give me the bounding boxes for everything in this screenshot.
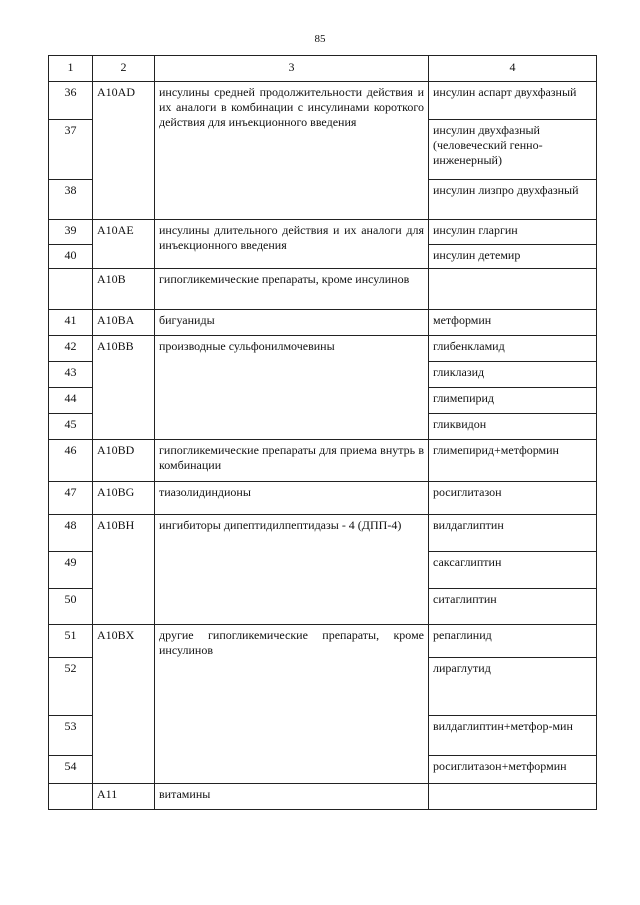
table-row: [49, 336, 597, 362]
atc-code: A10BH: [93, 515, 155, 625]
drug-name: вилдаглиптин: [429, 515, 597, 552]
drug-table: [48, 55, 597, 810]
drug-name: инсулин аспарт двухфазный: [429, 82, 597, 120]
drug-name: инсулин двухфазный (человеческий генно-инженерный): [429, 120, 597, 180]
row-number: 38: [49, 180, 93, 220]
drug-name: метформин: [429, 310, 597, 336]
header-col-2: 2: [93, 56, 155, 82]
atc-code: A10BX: [93, 625, 155, 784]
group-name: инсулины средней продолжительности действия и их аналоги в комбинации с инсулинами короткого действия для инъекционного введения: [155, 82, 429, 220]
drug-name: глибенкламид: [429, 336, 597, 362]
row-number: [49, 784, 93, 810]
group-name: производные сульфонилмочевины: [155, 336, 429, 440]
header-col-1: 1: [49, 56, 93, 82]
drug-name: вилдаглиптин+метфор-мин: [429, 716, 597, 756]
atc-code: A10BB: [93, 336, 155, 440]
row-number: 43: [49, 362, 93, 388]
group-name: гипогликемические препараты для приема внутрь в комбинации: [155, 440, 429, 482]
row-number: 36: [49, 82, 93, 120]
drug-name: [429, 269, 597, 310]
drug-name: росиглитазон+метформин: [429, 756, 597, 784]
header-col-4: 4: [429, 56, 597, 82]
table-row: [49, 220, 597, 245]
table-row: [49, 82, 597, 120]
row-number: 45: [49, 414, 93, 440]
table-row: [49, 515, 597, 552]
row-number: 41: [49, 310, 93, 336]
row-number: 48: [49, 515, 93, 552]
drug-name: ситаглиптин: [429, 589, 597, 625]
table-row: [49, 310, 597, 336]
table-row: [49, 440, 597, 482]
table-row: [49, 784, 597, 810]
row-number: [49, 269, 93, 310]
group-name: тиазолидиндионы: [155, 482, 429, 515]
group-name: инсулины длительного действия и их аналоги для инъекционного введения: [155, 220, 429, 269]
drug-name: гликлазид: [429, 362, 597, 388]
atc-code: A10AD: [93, 82, 155, 220]
row-number: 37: [49, 120, 93, 180]
drug-name: [429, 784, 597, 810]
header-col-3: 3: [155, 56, 429, 82]
row-number: 51: [49, 625, 93, 658]
drug-name: росиглитазон: [429, 482, 597, 515]
drug-name: гликвидон: [429, 414, 597, 440]
drug-name: инсулин детемир: [429, 245, 597, 269]
group-name: ингибиторы дипептидилпептидазы - 4 (ДПП-4): [155, 515, 429, 625]
table-row: [49, 625, 597, 658]
drug-name: лираглутид: [429, 658, 597, 716]
drug-name: глимепирид+метформин: [429, 440, 597, 482]
row-number: 53: [49, 716, 93, 756]
row-number: 44: [49, 388, 93, 414]
drug-name: репаглинид: [429, 625, 597, 658]
atc-code: A10AE: [93, 220, 155, 269]
row-number: 40: [49, 245, 93, 269]
group-name: витамины: [155, 784, 429, 810]
drug-name: саксаглиптин: [429, 552, 597, 589]
atc-code: A10BA: [93, 310, 155, 336]
atc-code: A10B: [93, 269, 155, 310]
drug-name: инсулин гларгин: [429, 220, 597, 245]
row-number: 39: [49, 220, 93, 245]
header-row: [49, 56, 597, 82]
group-name: бигуаниды: [155, 310, 429, 336]
drug-name: инсулин лизпро двухфазный: [429, 180, 597, 220]
row-number: 46: [49, 440, 93, 482]
row-number: 42: [49, 336, 93, 362]
row-number: 54: [49, 756, 93, 784]
group-name: другие гипогликемические препараты, кроме инсулинов: [155, 625, 429, 784]
row-number: 50: [49, 589, 93, 625]
group-name: гипогликемические препараты, кроме инсулинов: [155, 269, 429, 310]
page-number: 85: [314, 33, 326, 45]
row-number: 47: [49, 482, 93, 515]
table-row: [49, 269, 597, 310]
row-number: 52: [49, 658, 93, 716]
atc-code: A11: [93, 784, 155, 810]
atc-code: A10BD: [93, 440, 155, 482]
drug-name: глимепирид: [429, 388, 597, 414]
row-number: 49: [49, 552, 93, 589]
atc-code: A10BG: [93, 482, 155, 515]
table-row: [49, 482, 597, 515]
